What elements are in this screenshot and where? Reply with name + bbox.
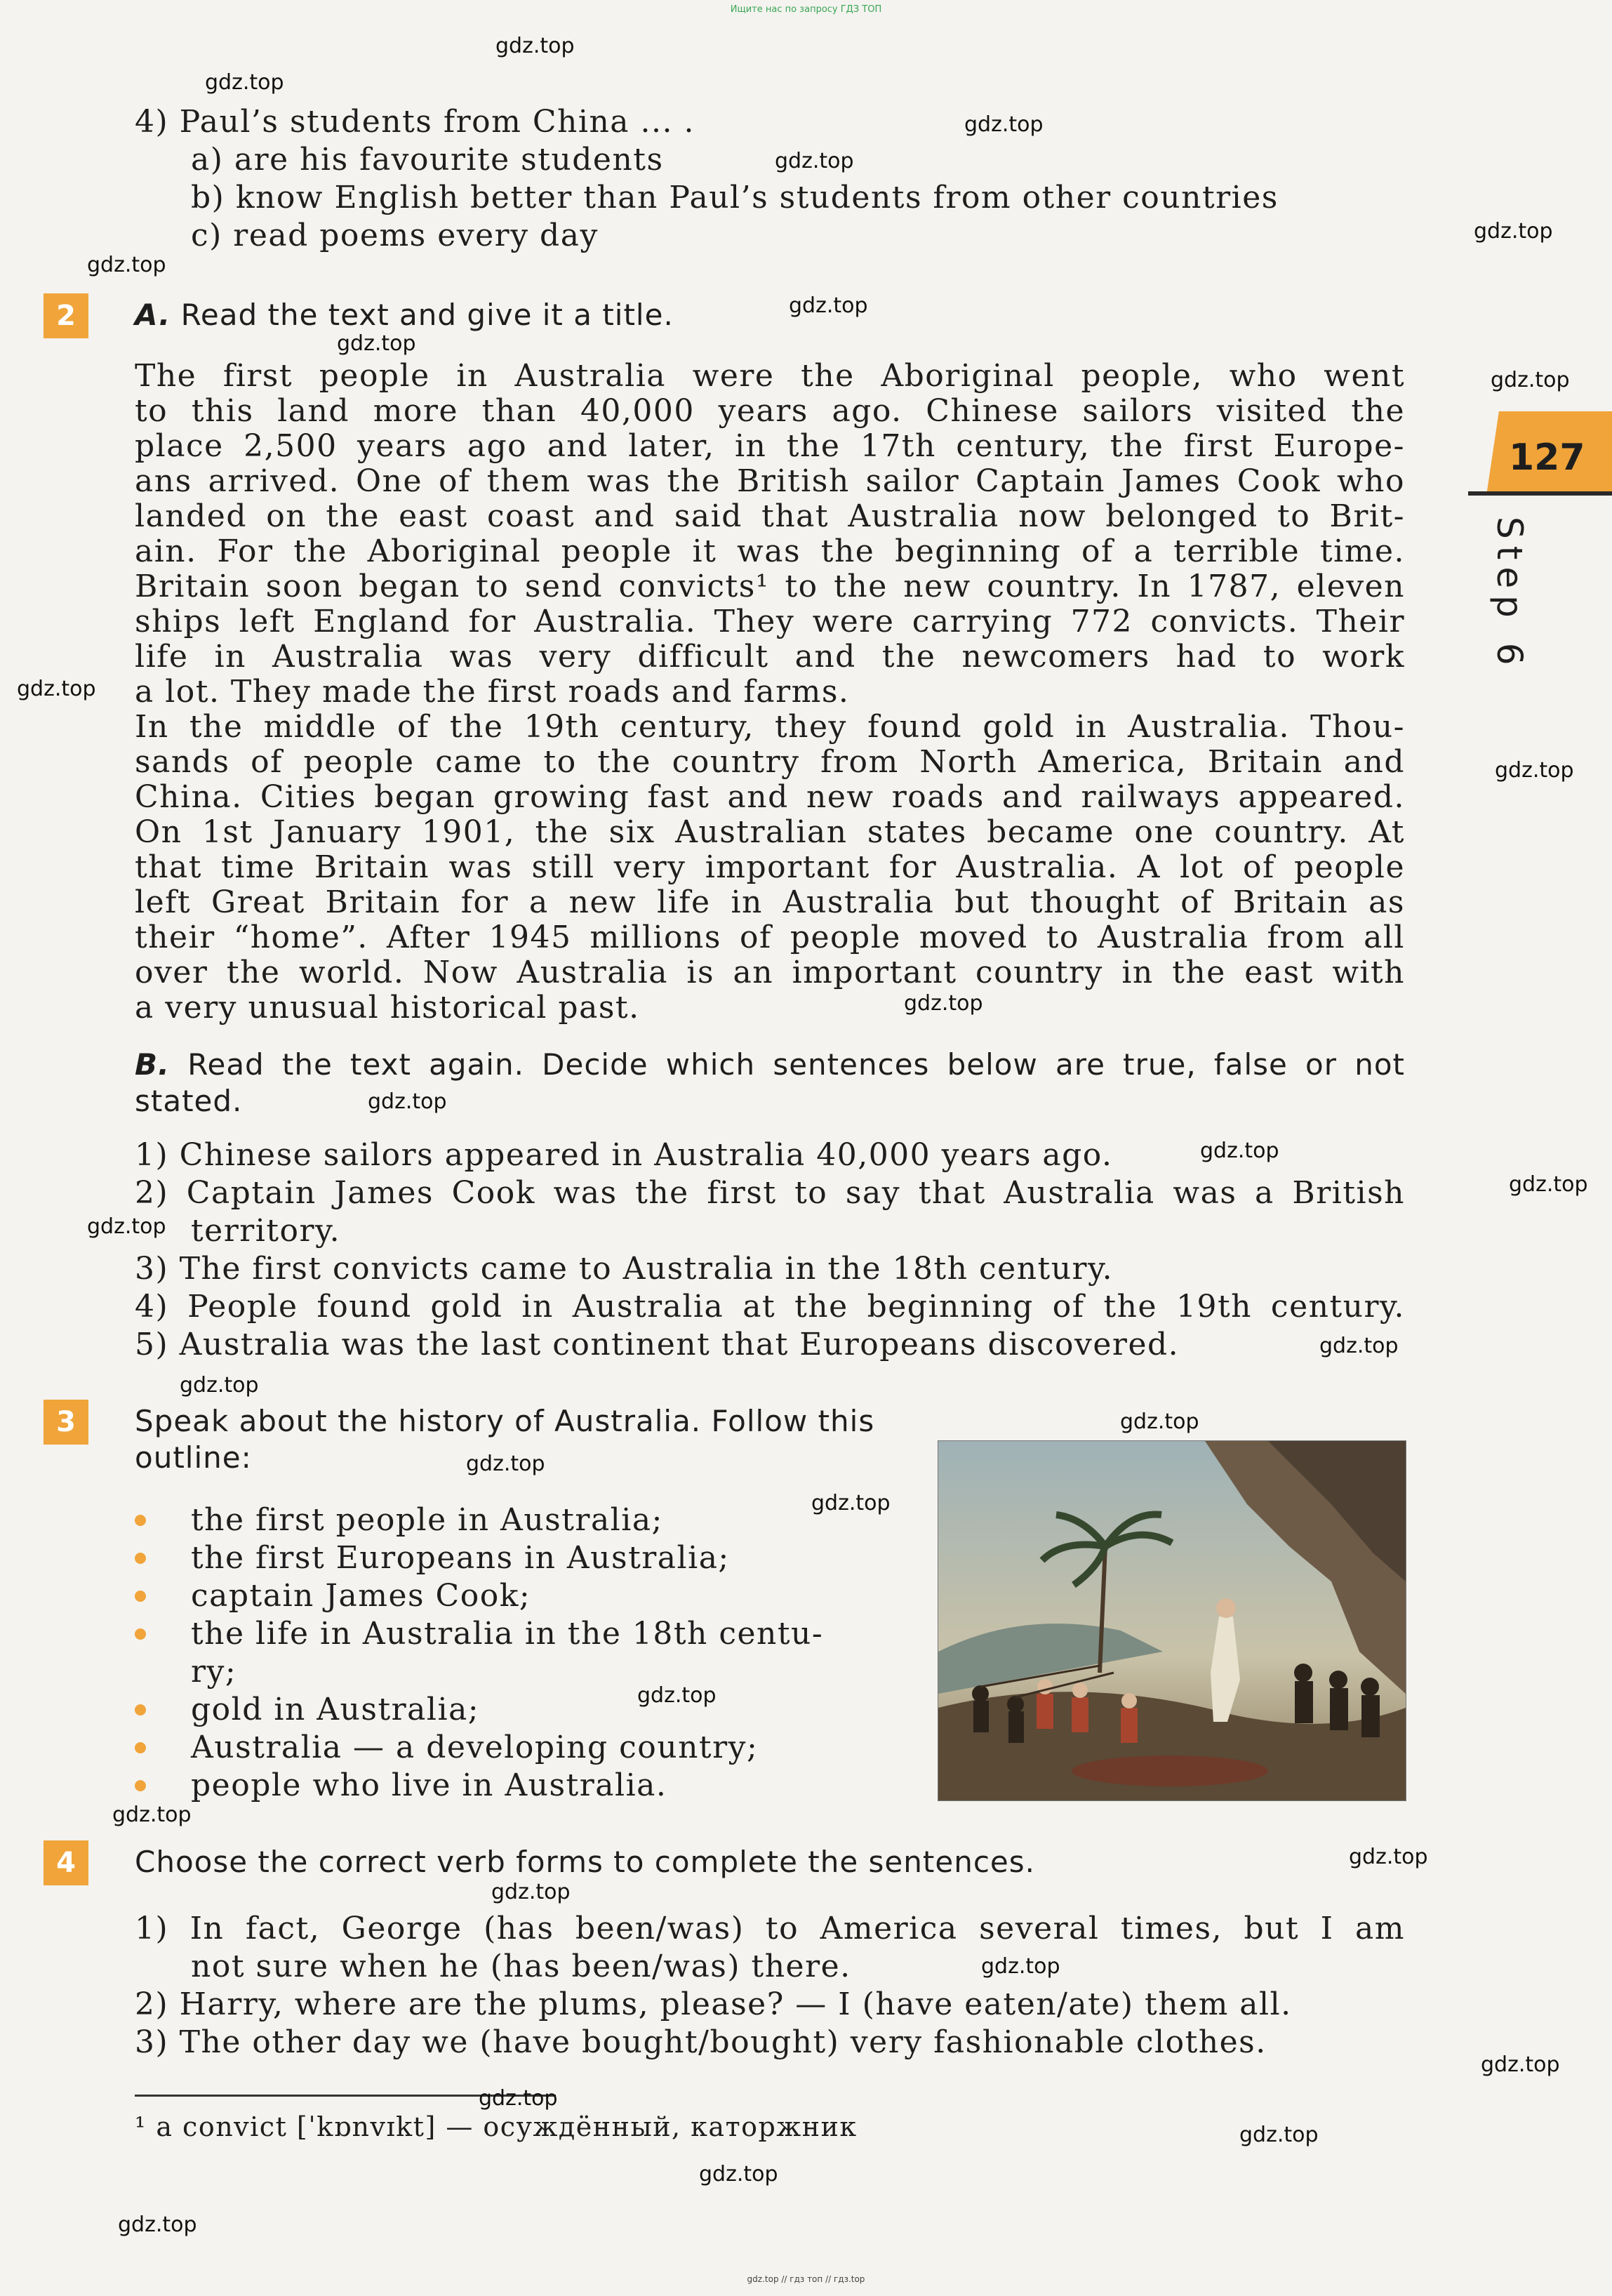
- exercise-instruction: [135, 1047, 1405, 1082]
- exercise-number: 4: [44, 1840, 88, 1885]
- watermark: gdz.top: [1481, 2052, 1560, 2077]
- part-label: A.: [135, 298, 171, 332]
- text-line: to this land more than 40,000 years ago. Chinese sailors visited the: [135, 393, 1405, 429]
- page-number: 127: [1509, 437, 1585, 479]
- watermark: gdz.top: [789, 293, 868, 318]
- exercise-item: 1) In fact, George (has been/was) to America several times, but I am: [135, 1911, 1405, 1946]
- text-line: China. Cities began growing fast and new roads and railways appeared.: [135, 779, 1405, 815]
- prev-option: b) know English better than Paul’s students from other countries: [191, 180, 1279, 215]
- bottom-banner: gdz.top // гдз топ // гдз.top: [747, 2274, 865, 2284]
- exercise-item: 3) The other day we (have bought/bought) very fashionable clothes.: [135, 2024, 1267, 2060]
- watermark: gdz.top: [1200, 1139, 1279, 1163]
- text-line: ships left England for Australia. They were carrying 772 convicts. Their: [135, 604, 1405, 639]
- exercise-number: 2: [44, 293, 88, 338]
- text-line: place 2,500 years ago and later, in the 17th century, the first Europe-: [135, 428, 1405, 464]
- text-line: sands of people came to the country from North America, Britain and: [135, 744, 1405, 780]
- watermark: gdz.top: [87, 253, 166, 277]
- statement-cont: territory.: [191, 1213, 341, 1249]
- instruction-text: Choose the correct verb forms to complete the sentences.: [135, 1845, 1035, 1879]
- watermark: gdz.top: [17, 677, 96, 701]
- watermark: gdz.top: [981, 1954, 1060, 1979]
- instruction-text: outline:: [135, 1440, 252, 1475]
- watermark: gdz.top: [904, 991, 983, 1016]
- prev-option: a) are his favourite students: [191, 142, 664, 178]
- exercise-instruction: [135, 298, 674, 332]
- watermark: gdz.top: [1349, 1845, 1428, 1869]
- outline-item: the first Europeans in Australia;: [191, 1540, 730, 1576]
- outline-item: the life in Australia in the 18th centu-: [191, 1616, 824, 1652]
- tab-divider: [1468, 491, 1612, 496]
- text-line: On 1st January 1901, the six Australian states became one country. At: [135, 814, 1405, 850]
- bullet-dot: [135, 1780, 146, 1791]
- instruction-text: Speak about the history of Australia. Follow this: [135, 1404, 875, 1438]
- watermark: gdz.top: [1474, 219, 1553, 244]
- text-line: their “home”. After 1945 millions of people moved to Australia from all: [135, 920, 1405, 955]
- watermark: gdz.top: [1509, 1172, 1588, 1197]
- prev-option: c) read poems every day: [191, 218, 599, 253]
- text-line: that time Britain was still very important for Australia. A lot of people: [135, 849, 1405, 885]
- exercise-item: 2) Harry, where are the plums, please? — I (have eaten/ate) them all.: [135, 1986, 1292, 2022]
- top-banner: Ищите нас по запросу ГДЗ ТОП: [730, 4, 882, 15]
- outline-item: Australia — a developing country;: [191, 1730, 759, 1765]
- bullet-dot: [135, 1515, 146, 1526]
- watermark: gdz.top: [479, 2086, 558, 2111]
- watermark: gdz.top: [775, 149, 854, 173]
- watermark: gdz.top: [1239, 2123, 1319, 2147]
- exercise-number: 3: [44, 1400, 88, 1445]
- statement: 2) Captain James Cook was the first to say that Australia was a British: [135, 1175, 1405, 1211]
- watermark: gdz.top: [180, 1373, 259, 1398]
- instruction-text: stated.: [135, 1084, 243, 1118]
- text-line: a lot. They made the first roads and farms.: [135, 674, 850, 710]
- watermark: gdz.top: [495, 34, 575, 58]
- watermark: gdz.top: [368, 1089, 447, 1114]
- instruction-text: Read the text again. Decide which sentences below are true, false or not: [187, 1047, 1405, 1082]
- prev-question: 4) Paul’s students from China ... .: [135, 104, 695, 140]
- outline-item: gold in Australia;: [191, 1692, 480, 1727]
- exercise-item-cont: not sure when he (has been/was) there.: [191, 1949, 851, 1984]
- text-line: a very unusual historical past.: [135, 990, 640, 1026]
- watermark: gdz.top: [491, 1880, 571, 1904]
- watermark: gdz.top: [1319, 1334, 1399, 1358]
- text-line: life in Australia was very difficult and the newcomers had to work: [135, 639, 1405, 675]
- outline-item: captain James Cook;: [191, 1578, 531, 1614]
- text-line: The first people in Australia were the Aboriginal people, who went: [135, 358, 1405, 394]
- statement: 3) The first convicts came to Australia in the 18th century.: [135, 1251, 1114, 1287]
- text-line: Britain soon began to send convicts¹ to the new country. In 1787, eleven: [135, 569, 1405, 604]
- statement: 5) Australia was the last continent that Europeans discovered.: [135, 1327, 1180, 1362]
- instruction-text: Read the text and give it a title.: [180, 298, 674, 332]
- bullet-dot: [135, 1628, 146, 1640]
- text-line: left Great Britain for a new life in Australia but thought of Britain as: [135, 884, 1405, 920]
- outline-item: the first people in Australia;: [191, 1502, 663, 1538]
- text-line: ain. For the Aboriginal people it was the beginning of a terrible time.: [135, 533, 1405, 569]
- bullet-dot: [135, 1704, 146, 1716]
- bullet-dot: [135, 1553, 146, 1564]
- watermark: gdz.top: [1491, 368, 1570, 392]
- watermark: gdz.top: [205, 70, 284, 95]
- watermark: gdz.top: [811, 1491, 891, 1515]
- text-line: ans arrived. One of them was the British sailor Captain James Cook who: [135, 463, 1405, 499]
- watermark: gdz.top: [112, 1803, 192, 1827]
- watermark: gdz.top: [1495, 758, 1574, 783]
- watermark: gdz.top: [699, 2162, 778, 2186]
- captain-cook-painting: [938, 1440, 1406, 1801]
- watermark: gdz.top: [87, 1214, 166, 1239]
- bullet-dot: [135, 1591, 146, 1602]
- statement: 4) People found gold in Australia at the beginning of the 19th century.: [135, 1289, 1405, 1325]
- text-line: In the middle of the 19th century, they found gold in Australia. Thou-: [135, 709, 1405, 745]
- watermark: gdz.top: [337, 331, 416, 356]
- watermark: gdz.top: [466, 1452, 545, 1476]
- step-label: Step 6: [1489, 517, 1530, 672]
- watermark: gdz.top: [964, 112, 1044, 137]
- watermark: gdz.top: [637, 1683, 717, 1708]
- footnote: ¹ a convict [ˈkɒnvɪkt] — осуждённый, каторжник: [135, 2111, 858, 2142]
- text-line: over the world. Now Australia is an important country in the east with: [135, 955, 1405, 990]
- watermark: gdz.top: [1120, 1409, 1199, 1434]
- outline-item: people who live in Australia.: [191, 1767, 667, 1803]
- text-line: landed on the east coast and said that Australia now belonged to Brit-: [135, 498, 1405, 534]
- statement: 1) Chinese sailors appeared in Australia 40,000 years ago.: [135, 1137, 1113, 1173]
- part-label: B.: [135, 1047, 170, 1082]
- bullet-dot: [135, 1742, 146, 1753]
- watermark: gdz.top: [118, 2212, 197, 2237]
- outline-item-cont: ry;: [191, 1654, 237, 1690]
